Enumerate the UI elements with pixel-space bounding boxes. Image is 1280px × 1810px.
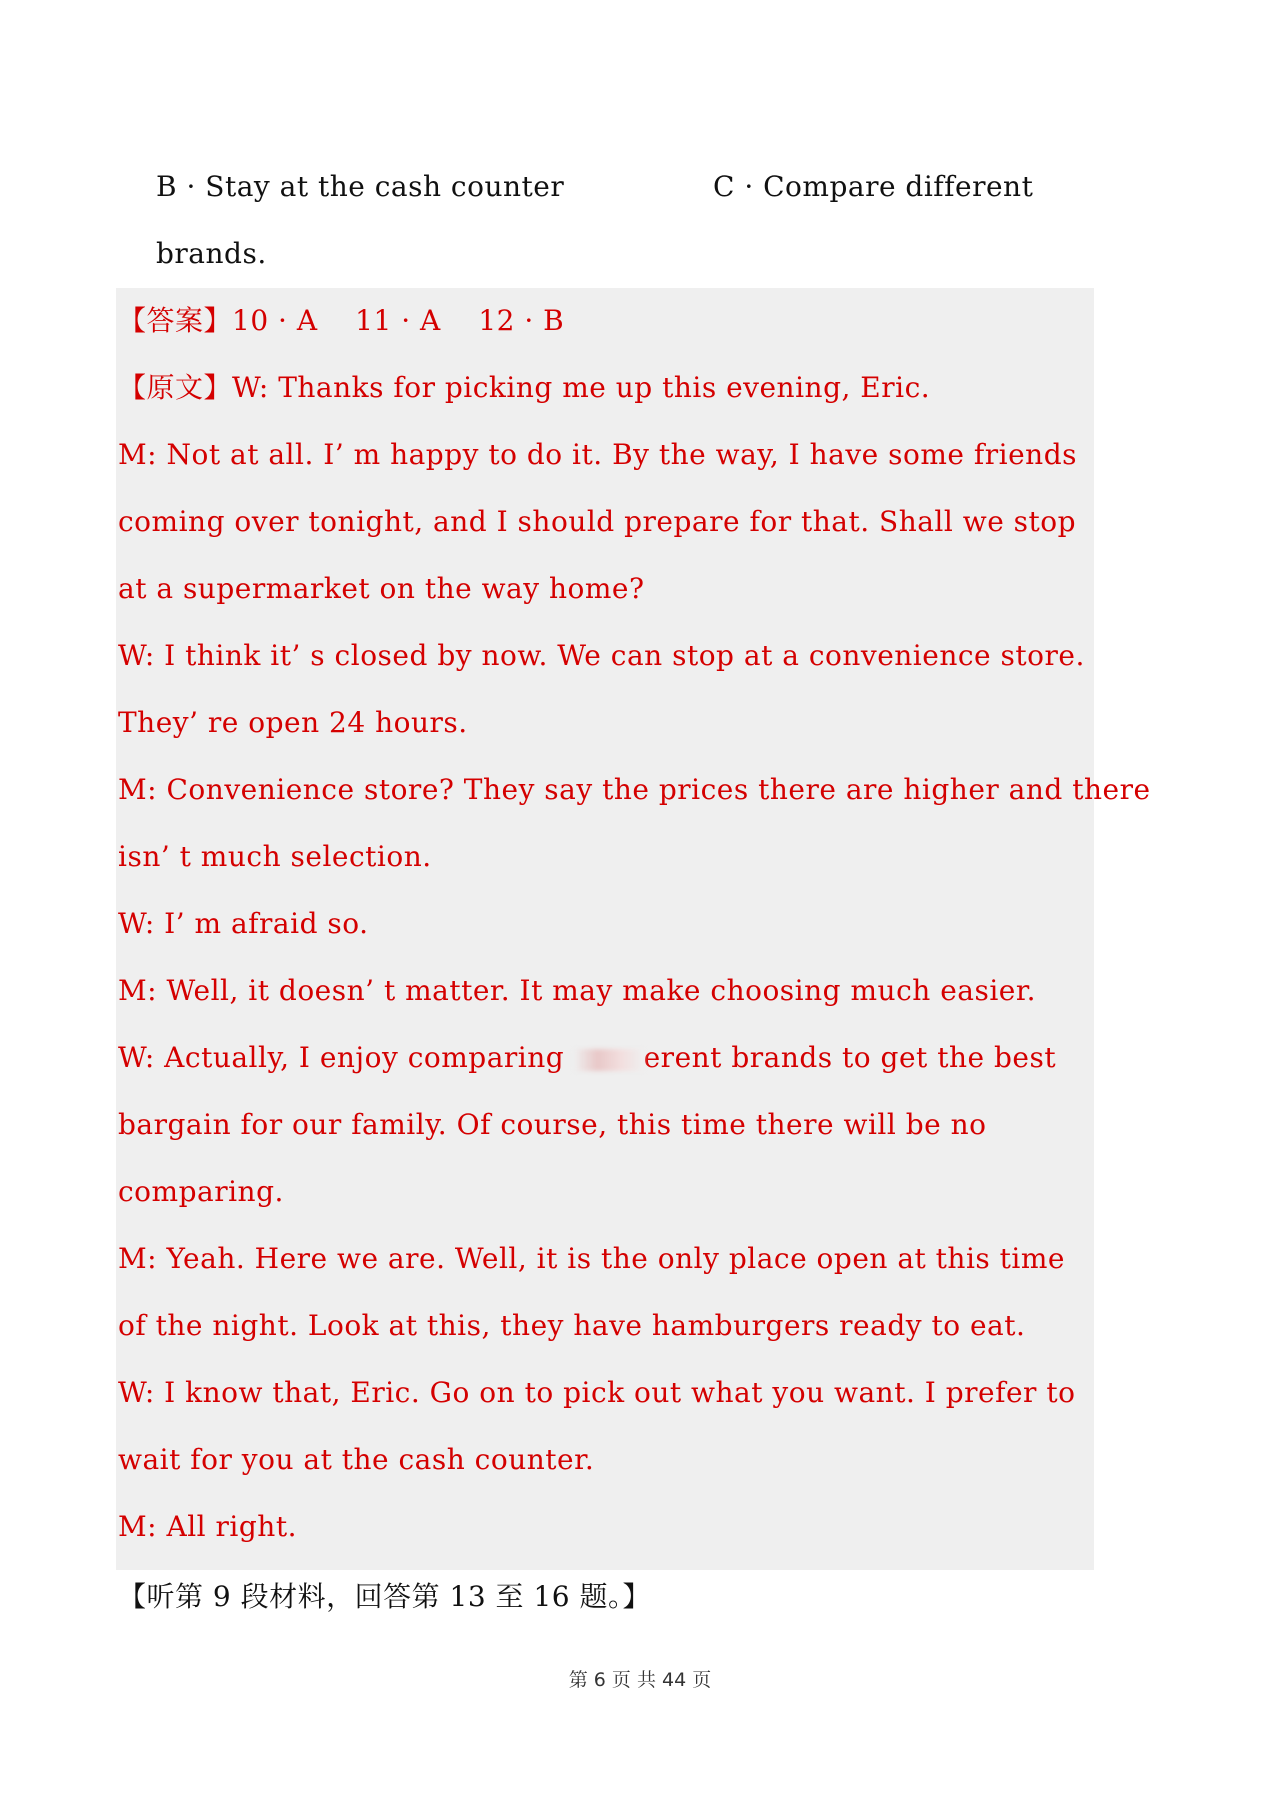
page-footer: 第 6 页 共 44 页 <box>568 1669 712 1691</box>
transcript-line: They’ re open 24 hours. <box>118 706 468 739</box>
transcript-line: isn’ t much selection. <box>118 840 432 873</box>
transcript-line: coming over tonight, and I should prepare for that. Shall we stop <box>118 505 1077 538</box>
option-c-continued: brands. <box>156 237 267 270</box>
transcript-line: M: All right. <box>118 1510 297 1543</box>
answer-line <box>118 304 564 338</box>
transcript-line: M: Yeah. Here we are. Well, it is the only place open at this time <box>118 1242 1066 1275</box>
transcript-line <box>118 1041 1056 1075</box>
transcript-line: M: Convenience store? They say the prices there are higher and there <box>118 773 1151 806</box>
option-c: C · Compare different <box>713 170 1034 203</box>
transcript-line: M: Not at all. I’ m happy to do it. By the way, I have some friends <box>118 438 1078 471</box>
transcript-line: wait for you at the cash counter. <box>118 1443 595 1476</box>
transcript-line: W: I’ m afraid so. <box>118 907 369 940</box>
transcript-line: M: Well, it doesn’ t matter. It may make choosing much easier. <box>118 974 1037 1007</box>
transcript-line: comparing. <box>118 1175 284 1208</box>
transcript-text: erent brands to get the best <box>643 1041 1057 1074</box>
transcript-text: W: Actually, I enjoy comparing <box>118 1041 565 1074</box>
answer-label: 【答案】 <box>118 304 233 337</box>
transcript-text: W: Thanks for picking me up this evening, Eric. <box>232 371 931 404</box>
redacted-smudge <box>574 1049 644 1071</box>
transcript-line <box>118 371 930 405</box>
transcript-label: 【原文】 <box>118 371 233 404</box>
transcript-line: bargain for our family. Of course, this time there will be no <box>118 1108 987 1141</box>
section-header: 【听第 9 段材料，回答第 13 至 16 题。】 <box>118 1580 651 1613</box>
transcript-line: W: I know that, Eric. Go on to pick out what you want. I prefer to <box>118 1376 1076 1409</box>
transcript-line: of the night. Look at this, they have hamburgers ready to eat. <box>118 1309 1026 1342</box>
transcript-line: W: I think it’ s closed by now. We can stop at a convenience store. <box>118 639 1085 672</box>
answer-text: 10 · A 11 · A 12 · B <box>232 304 565 337</box>
transcript-line: at a supermarket on the way home? <box>118 572 645 605</box>
option-b: B · Stay at the cash counter <box>156 170 565 203</box>
